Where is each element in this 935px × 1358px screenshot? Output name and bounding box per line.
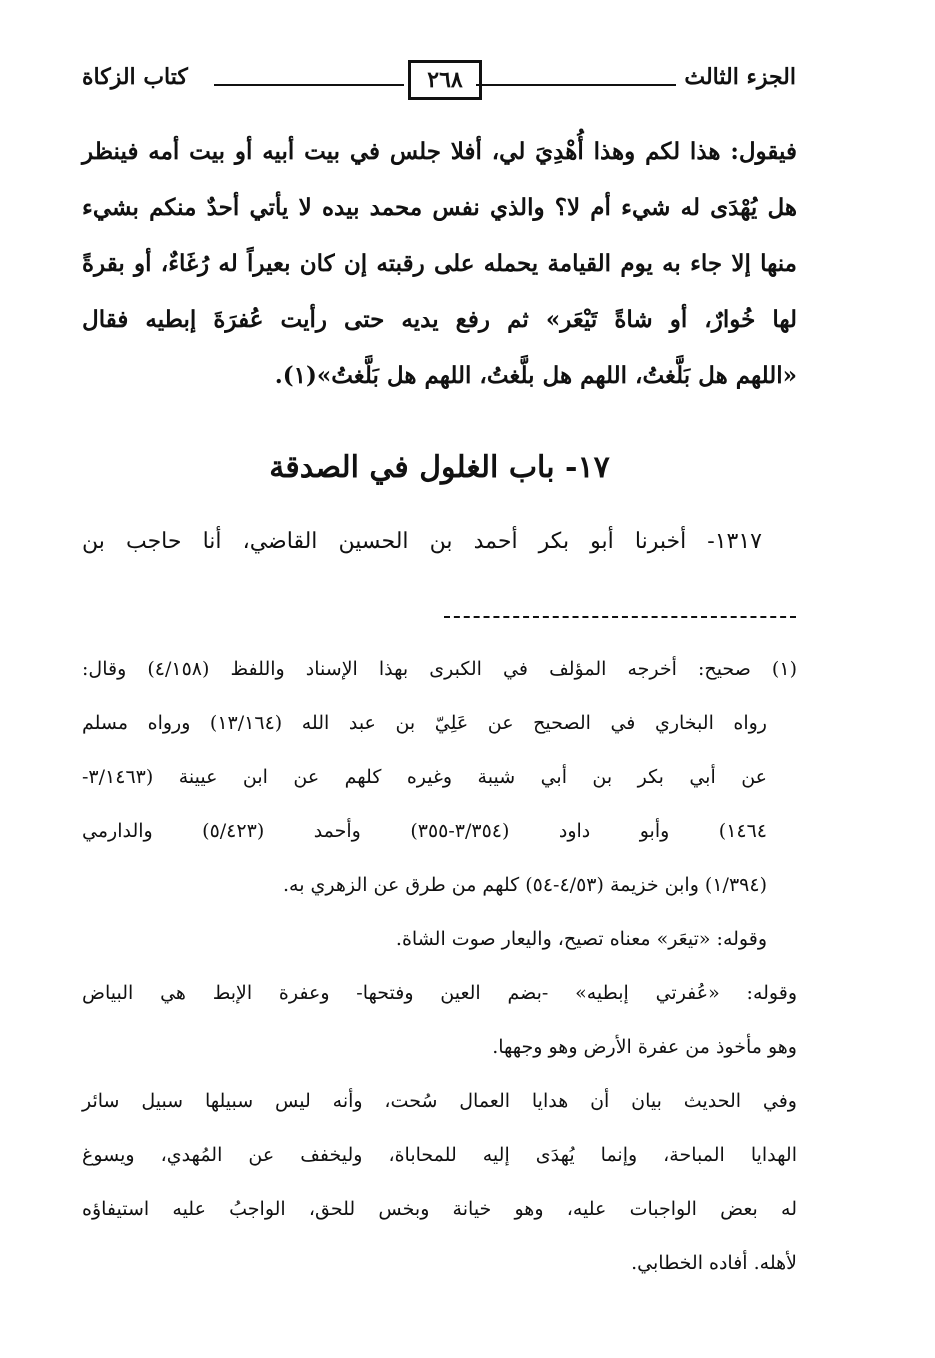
book-title: كتاب الزكاة [82,64,188,90]
footnote-line: وهو مأخوذ من عفرة الأرض وهو وجهها. [492,1036,797,1058]
header-rule-right [476,84,676,86]
footnote-line: وقوله: «عُفرتي إبطيه» -بضم العين وفتحها- وعفرة الإبط هي البياض [82,982,797,1004]
footnote-line: وفي الحديث بيان أن هدايا العمال سُحت، وأنه ليس سبيلها سبيل سائر [82,1090,797,1112]
footnote-line: عن أبي بكر بن أبي شيبة وغيره كلهم عن ابن عيينة (٣/١٤٦٣- [82,766,767,788]
page-number-box [408,60,482,100]
footnote-line: الهدايا المباحة، وإنما يُهدَى إليه للمحاباة، وليخفف عن المُهدي، ويسوغ [82,1144,797,1166]
page-header [82,60,796,104]
main-text [82,124,797,404]
header-rule-left [214,84,404,86]
main-line: منها إلا جاء به يوم القيامة يحمله على رقبته إن كان بعيراً له رُغَاءٌ، أو بقرةً [82,250,797,277]
footnote-line: (١) صحيح: أخرجه المؤلف في الكبرى بهذا الإسناد واللفظ (٤/١٥٨) وقال: [82,658,797,680]
footnote-line: رواه البخاري في الصحيح عن عَلِيّ بن عبد الله (١٣/١٦٤) ورواه مسلم [82,712,767,734]
main-line: فيقول: هذا لكم وهذا أُهْدِيَ لي، أفلا جلس في بيت أبيه أو بيت أمه فينظر [82,138,797,165]
footnote-separator [444,616,796,618]
main-line: لها خُوارٌ، أو شاةً تَيْعَر» ثم رفع يديه حتى رأيت عُفرَةَ إبطيه فقال [82,306,797,333]
hadith-line: ١٣١٧- أخبرنا أبو بكر أحمد بن الحسين القاضي، أنا حاجب بن [82,529,762,554]
main-line: «اللهم هل بَلَّغتُ، اللهم هل بلَّغتُ، اللهم هل بَلَّغتُ»(١). [274,362,797,389]
footnotes [82,642,797,1290]
part-label: الجزء الثالث [684,64,796,90]
footnote-line: له بعض الواجبات عليه، وهو خيانة وبخس للحق، الواجبُ عليه استيفاؤه [82,1198,797,1220]
page-number: ٢٦٨ [427,67,463,93]
footnote-line: لأهله. أفاده الخطابي. [631,1252,797,1274]
footnote-line: وقوله: «تيعَر» معناه تصيح، واليعار صوت الشاة. [395,928,767,950]
footnote-line: (١/٣٩٤) وابن خزيمة (٤/٥٣-٥٤) كلهم من طرق عن الزهري به. [283,874,767,896]
main-line: هل يُهْدَى له شيء أم لا؟ والذي نفس محمد بيده لا يأتي أحدٌ منكم بشيء [82,194,797,221]
chapter-title: ١٧- باب الغلول في الصدقة [269,450,610,485]
footnote-line: ١٤٦٤) وأبو داود (٣/٣٥٤-٣٥٥) وأحمد (٥/٤٢٣) والدارمي [82,820,768,842]
